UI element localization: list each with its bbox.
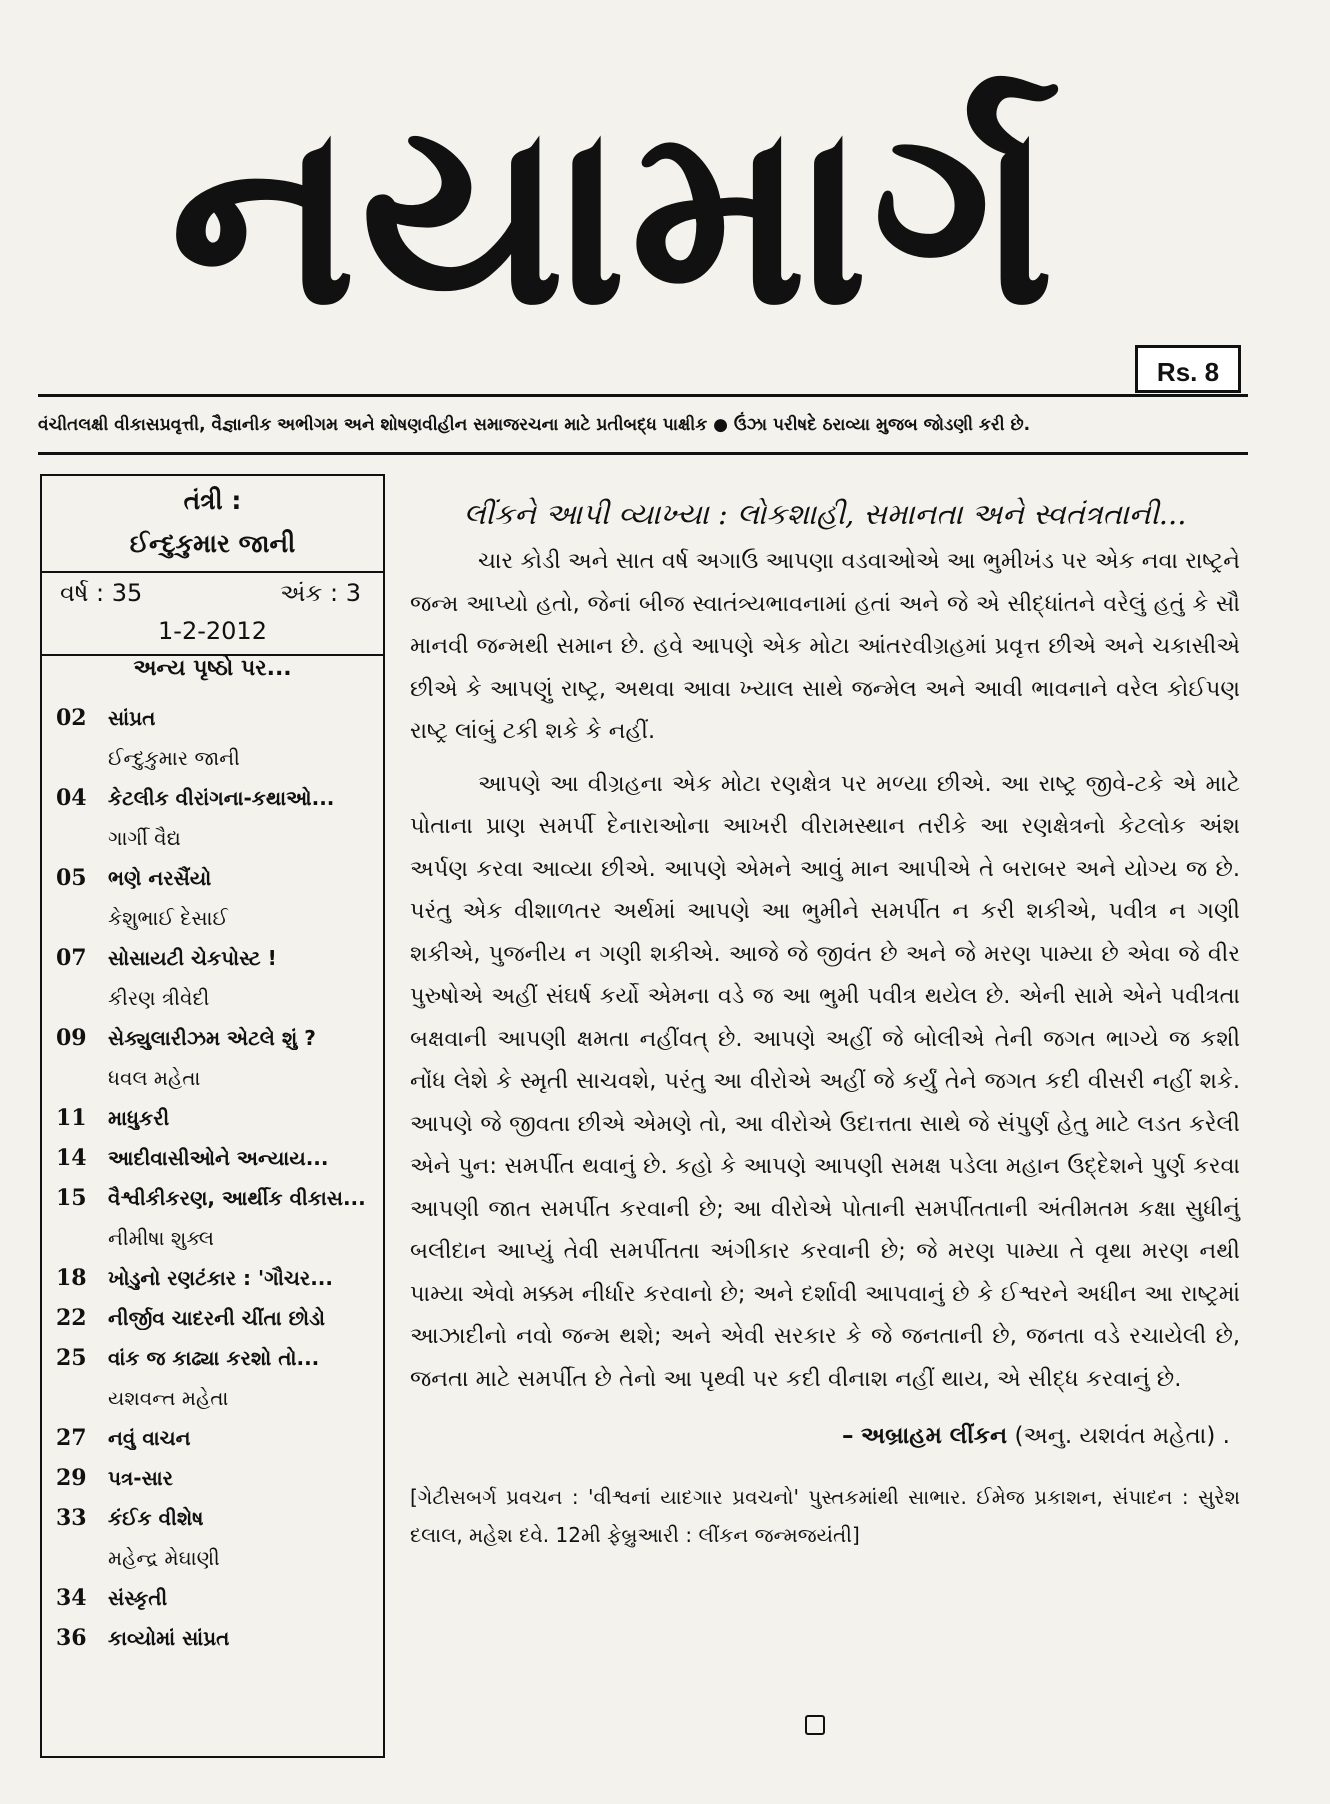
masthead-title: નયામાર્ગ bbox=[170, 69, 1059, 360]
toc-item bbox=[56, 1618, 381, 1658]
toc-row bbox=[56, 858, 381, 898]
toc-page-number: 18 bbox=[56, 1265, 87, 1291]
toc-page-number: 05 bbox=[56, 865, 87, 891]
toc-author: કીરણ ત્રીવેદી bbox=[108, 986, 210, 1010]
toc-title: કંઈક વીશેષ bbox=[108, 1506, 204, 1530]
toc-page-number: 25 bbox=[56, 1345, 87, 1371]
toc-page-number: 22 bbox=[56, 1305, 87, 1331]
toc-title: સેક્યુલારીઝમ એટલે શું ? bbox=[108, 1026, 316, 1050]
toc-author: કેશુભાઈ દેસાઈ bbox=[108, 906, 228, 930]
toc-page-number: 36 bbox=[56, 1625, 87, 1651]
toc-author: નીમીષા શુક્લ bbox=[108, 1226, 215, 1250]
toc-author: ઈન્દુકુમાર જાની bbox=[108, 746, 240, 770]
toc-title: નવું વાચન bbox=[108, 1426, 191, 1450]
bottom-rule bbox=[38, 452, 1248, 455]
toc-row bbox=[56, 698, 381, 738]
top-rule bbox=[38, 394, 1248, 397]
issue-number: અંક : 3 bbox=[280, 579, 361, 607]
main-article bbox=[410, 488, 1240, 1554]
editor-name: ઈન્દુકુમાર જાની bbox=[129, 529, 296, 558]
toc-page-number: 15 bbox=[56, 1185, 87, 1211]
toc-page-number: 02 bbox=[56, 705, 87, 731]
toc-page-number: 27 bbox=[56, 1425, 87, 1451]
toc-item bbox=[56, 858, 381, 938]
source-note: [ગેટીસબર્ગ પ્રવચન : 'વીશ્વનાં યાદગાર પ્રવચનો' પુસ્તકમાંથી સાભાર. ઈમેજ પ્રકાશન, સંપાદન : સુરેશ દલાલ, મહેશ દવે. 12મી ફેબ્રુઆરી : લીંકન જન્મજયંતી] bbox=[410, 1485, 1240, 1547]
toc-item bbox=[56, 938, 381, 1018]
sidebar-box bbox=[40, 474, 385, 1758]
toc-page-number: 33 bbox=[56, 1505, 87, 1531]
toc-title: ખોડુનો રણટંકાર : 'ગૌચર... bbox=[108, 1266, 333, 1290]
toc-title: સાંપ્રત bbox=[108, 706, 156, 730]
article-headline: લીંકને આપી વ્યાખ્યા : લોકશાહી, સમાનતા અને સ્વતંત્રતાની... bbox=[463, 497, 1187, 531]
toc-row bbox=[56, 1298, 381, 1338]
toc-row bbox=[56, 938, 381, 978]
toc-item bbox=[56, 1178, 381, 1258]
toc-row bbox=[56, 1418, 381, 1458]
toc-title: માધુકરી bbox=[108, 1106, 170, 1130]
toc-title: ભણે નરસૈંયો bbox=[108, 866, 212, 890]
toc-item bbox=[56, 1298, 381, 1338]
toc-title: પત્ર-સાર bbox=[108, 1466, 174, 1490]
article-paragraph: ચાર કોડી અને સાત વર્ષ અગાઉ આપણા વડવાઓએ આ ભુમીખંડ પર એક નવા રાષ્ટ્રને જન્મ આપ્યો હતો, જેનાં બીજ સ્વાતંત્ર્યભાવનામાં હતાં અને જે એ સીદ્ધાંતને વરેલું હતું કે સૌ માનવી જન્મથી સમાન છે. હવે આપણે એક મોટા આંતરવીગ્રહમાં પ્રવૃત્ત છીએ અને ચકાસીએ છીએ કે આપણું રાષ્ટ્ર, અથવા આવા ખ્યાલ સાથે જન્મેલ અને આવી ભાવનાને વરેલ કોઈપણ રાષ્ટ્ર લાંબું ટકી શકે કે નહીં. bbox=[410, 548, 1240, 744]
toc-row bbox=[56, 1258, 381, 1298]
toc-title: કાવ્યોમાં સાંપ્રત bbox=[108, 1626, 230, 1650]
toc-page-number: 07 bbox=[56, 945, 87, 971]
tagline: વંચીતલક્ષી વીકાસપ્રવૃત્તી, વૈજ્ઞાનીક અભીગમ અને શોષણવીહીન સમાજરચના માટે પ્રતીબદ્ધ પાક્ષીક ● ઉંઝા પરીષદે ઠરાવ્યા મુજબ જોડણી કરી છે. bbox=[38, 415, 1031, 435]
toc-page-number: 29 bbox=[56, 1465, 87, 1491]
toc-row bbox=[56, 1098, 381, 1138]
toc-item bbox=[56, 1018, 381, 1098]
table-of-contents bbox=[56, 698, 381, 1658]
toc-row bbox=[56, 1578, 381, 1618]
toc-item bbox=[56, 698, 381, 778]
sidebar-divider bbox=[42, 571, 383, 573]
toc-page-number: 14 bbox=[56, 1145, 87, 1171]
toc-title: કેટલીક વીરાંગના-કથાઓ... bbox=[108, 786, 335, 810]
article-paragraph: આપણે આ વીગ્રહના એક મોટા રણક્ષેત્ર પર મળ્યા છીએ. આ રાષ્ટ્ર જીવે-ટકે એ માટે પોતાના પ્રાણ સમર્પી દેનારાઓના આખરી વીરામસ્થાન તરીકે આ રણક્ષેત્રનો કેટલોક અંશ અર્પણ કરવા આવ્યા છીએ. આપણે એમને આવું માન આપીએ તે બરાબર અને યોગ્ય જ છે. પરંતુ એક વીશાળતર અર્થમાં આપણે આ ભુમીને સમર્પીત ન કરી શકીએ, પવીત્ર ન ગણી શકીએ, પુજનીય ન ગણી શકીએ. આજે જે જીવંત છે અને જે મરણ પામ્યા છે એવા જે વીર પુરુષોએ અહીં સંઘર્ષ કર્યો એમના વડે જ આ ભુમી પવીત્ર થયેલ છે. એની સામે એને પવીત્રતા બક્ષવાની આપણી ક્ષમતા નહીંવત્ છે. આપણે અહીં જે બોલીએ તેની જગત ભાગ્યે જ કશી નોંધ લેશે કે સ્મૃતી સાચવશે, પરંતુ આ વીરોએ અહીં જે કર્યું તેને જગત કદી વીસરી નહીં શકે. આપણે જે જીવતા છીએ એમણે તો, આ વીરોએ ઉદાત્તતા સાથે જે સંપુર્ણ હેતુ માટે લડત કરેલી એને પુન: સમર્પીત થવાનું છે. કહો કે આપણે આપણી સમક્ષ પડેલા મહાન ઉદ્દેશને પુર્ણ કરવા આપણી જાત સમર્પીત કરવાની છે; આ વીરોએ પોતાની સમર્પીતતાની અંતીમતમ કક્ષા સુધીનું બલીદાન આપ્યું તેવી સમર્પીતતા અંગીકાર કરવાની છે; જે મરણ પામ્યા તે વૃથા મરણ નથી પામ્યા એવો મક્કમ નીર્ધાર કરવાનો છે; અને દર્શાવી આપવાનું છે કે ઈશ્વરને અધીન આ રાષ્ટ્રમાં આઝાદીનો નવો જન્મ થશે; અને એવી સરકાર કે જે જનતાની છે, જનતા વડે રચાયેલી છે, જનતા માટે સમર્પીત છે તેનો આ પૃથ્વી પર કદી વીનાશ નહીં થાય, એ સીદ્ધ કરવાનું છે. bbox=[410, 770, 1240, 1392]
toc-item bbox=[56, 1578, 381, 1618]
toc-row bbox=[56, 1498, 381, 1538]
toc-item bbox=[56, 1338, 381, 1418]
toc-page-number: 09 bbox=[56, 1025, 87, 1051]
toc-title: વાંક જ કાઢ્યા કરશો તો... bbox=[108, 1346, 320, 1370]
toc-row bbox=[56, 1138, 381, 1178]
signature-credit: (અનુ. યશવંત મહેતા) . bbox=[1014, 1423, 1230, 1449]
toc-row bbox=[56, 1178, 381, 1218]
editor-label: તંત્રી : bbox=[183, 486, 242, 515]
toc-author: મહેન્દ્ર મેઘાણી bbox=[108, 1546, 220, 1570]
toc-row bbox=[56, 1338, 381, 1378]
volume-number: વર્ષ : 35 bbox=[60, 579, 143, 607]
toc-item bbox=[56, 1458, 381, 1498]
toc-title: નીર્જીવ ચાદરની ચીંતા છોડો bbox=[108, 1306, 326, 1330]
toc-row bbox=[56, 1618, 381, 1658]
end-of-article-mark bbox=[805, 1715, 825, 1735]
toc-heading: અન્ય પૃષ્ઠો પર... bbox=[133, 656, 292, 681]
signature-name: અબ્રાહમ લીંકન bbox=[860, 1423, 1008, 1449]
toc-item bbox=[56, 1098, 381, 1138]
toc-author: ગાર્ગી વૈદ્ય bbox=[108, 826, 181, 850]
toc-page-number: 34 bbox=[56, 1585, 87, 1611]
price-badge: Rs. 8 bbox=[1135, 345, 1241, 393]
toc-title: આદીવાસીઓને અન્યાય... bbox=[108, 1146, 329, 1170]
toc-title: વૈશ્વીકીકરણ, આર્થીક વીકાસ... bbox=[108, 1186, 366, 1210]
toc-page-number: 04 bbox=[56, 785, 87, 811]
toc-row bbox=[56, 1458, 381, 1498]
issue-date: 1-2-2012 bbox=[158, 617, 267, 645]
toc-title: સંસ્કૃતી bbox=[108, 1586, 168, 1610]
toc-row bbox=[56, 778, 381, 818]
signature-dash: – bbox=[842, 1423, 854, 1449]
toc-row bbox=[56, 1018, 381, 1058]
toc-page-number: 11 bbox=[56, 1105, 87, 1131]
toc-item bbox=[56, 778, 381, 858]
toc-author: ધવલ મહેતા bbox=[108, 1066, 201, 1090]
article-signature bbox=[410, 1414, 1240, 1458]
toc-item bbox=[56, 1498, 381, 1578]
toc-item bbox=[56, 1138, 381, 1178]
toc-author: યશવન્ત મહેતા bbox=[108, 1386, 229, 1410]
toc-title: સોસાયટી ચેકપોસ્ટ ! bbox=[108, 946, 277, 970]
toc-item bbox=[56, 1258, 381, 1298]
toc-item bbox=[56, 1418, 381, 1458]
